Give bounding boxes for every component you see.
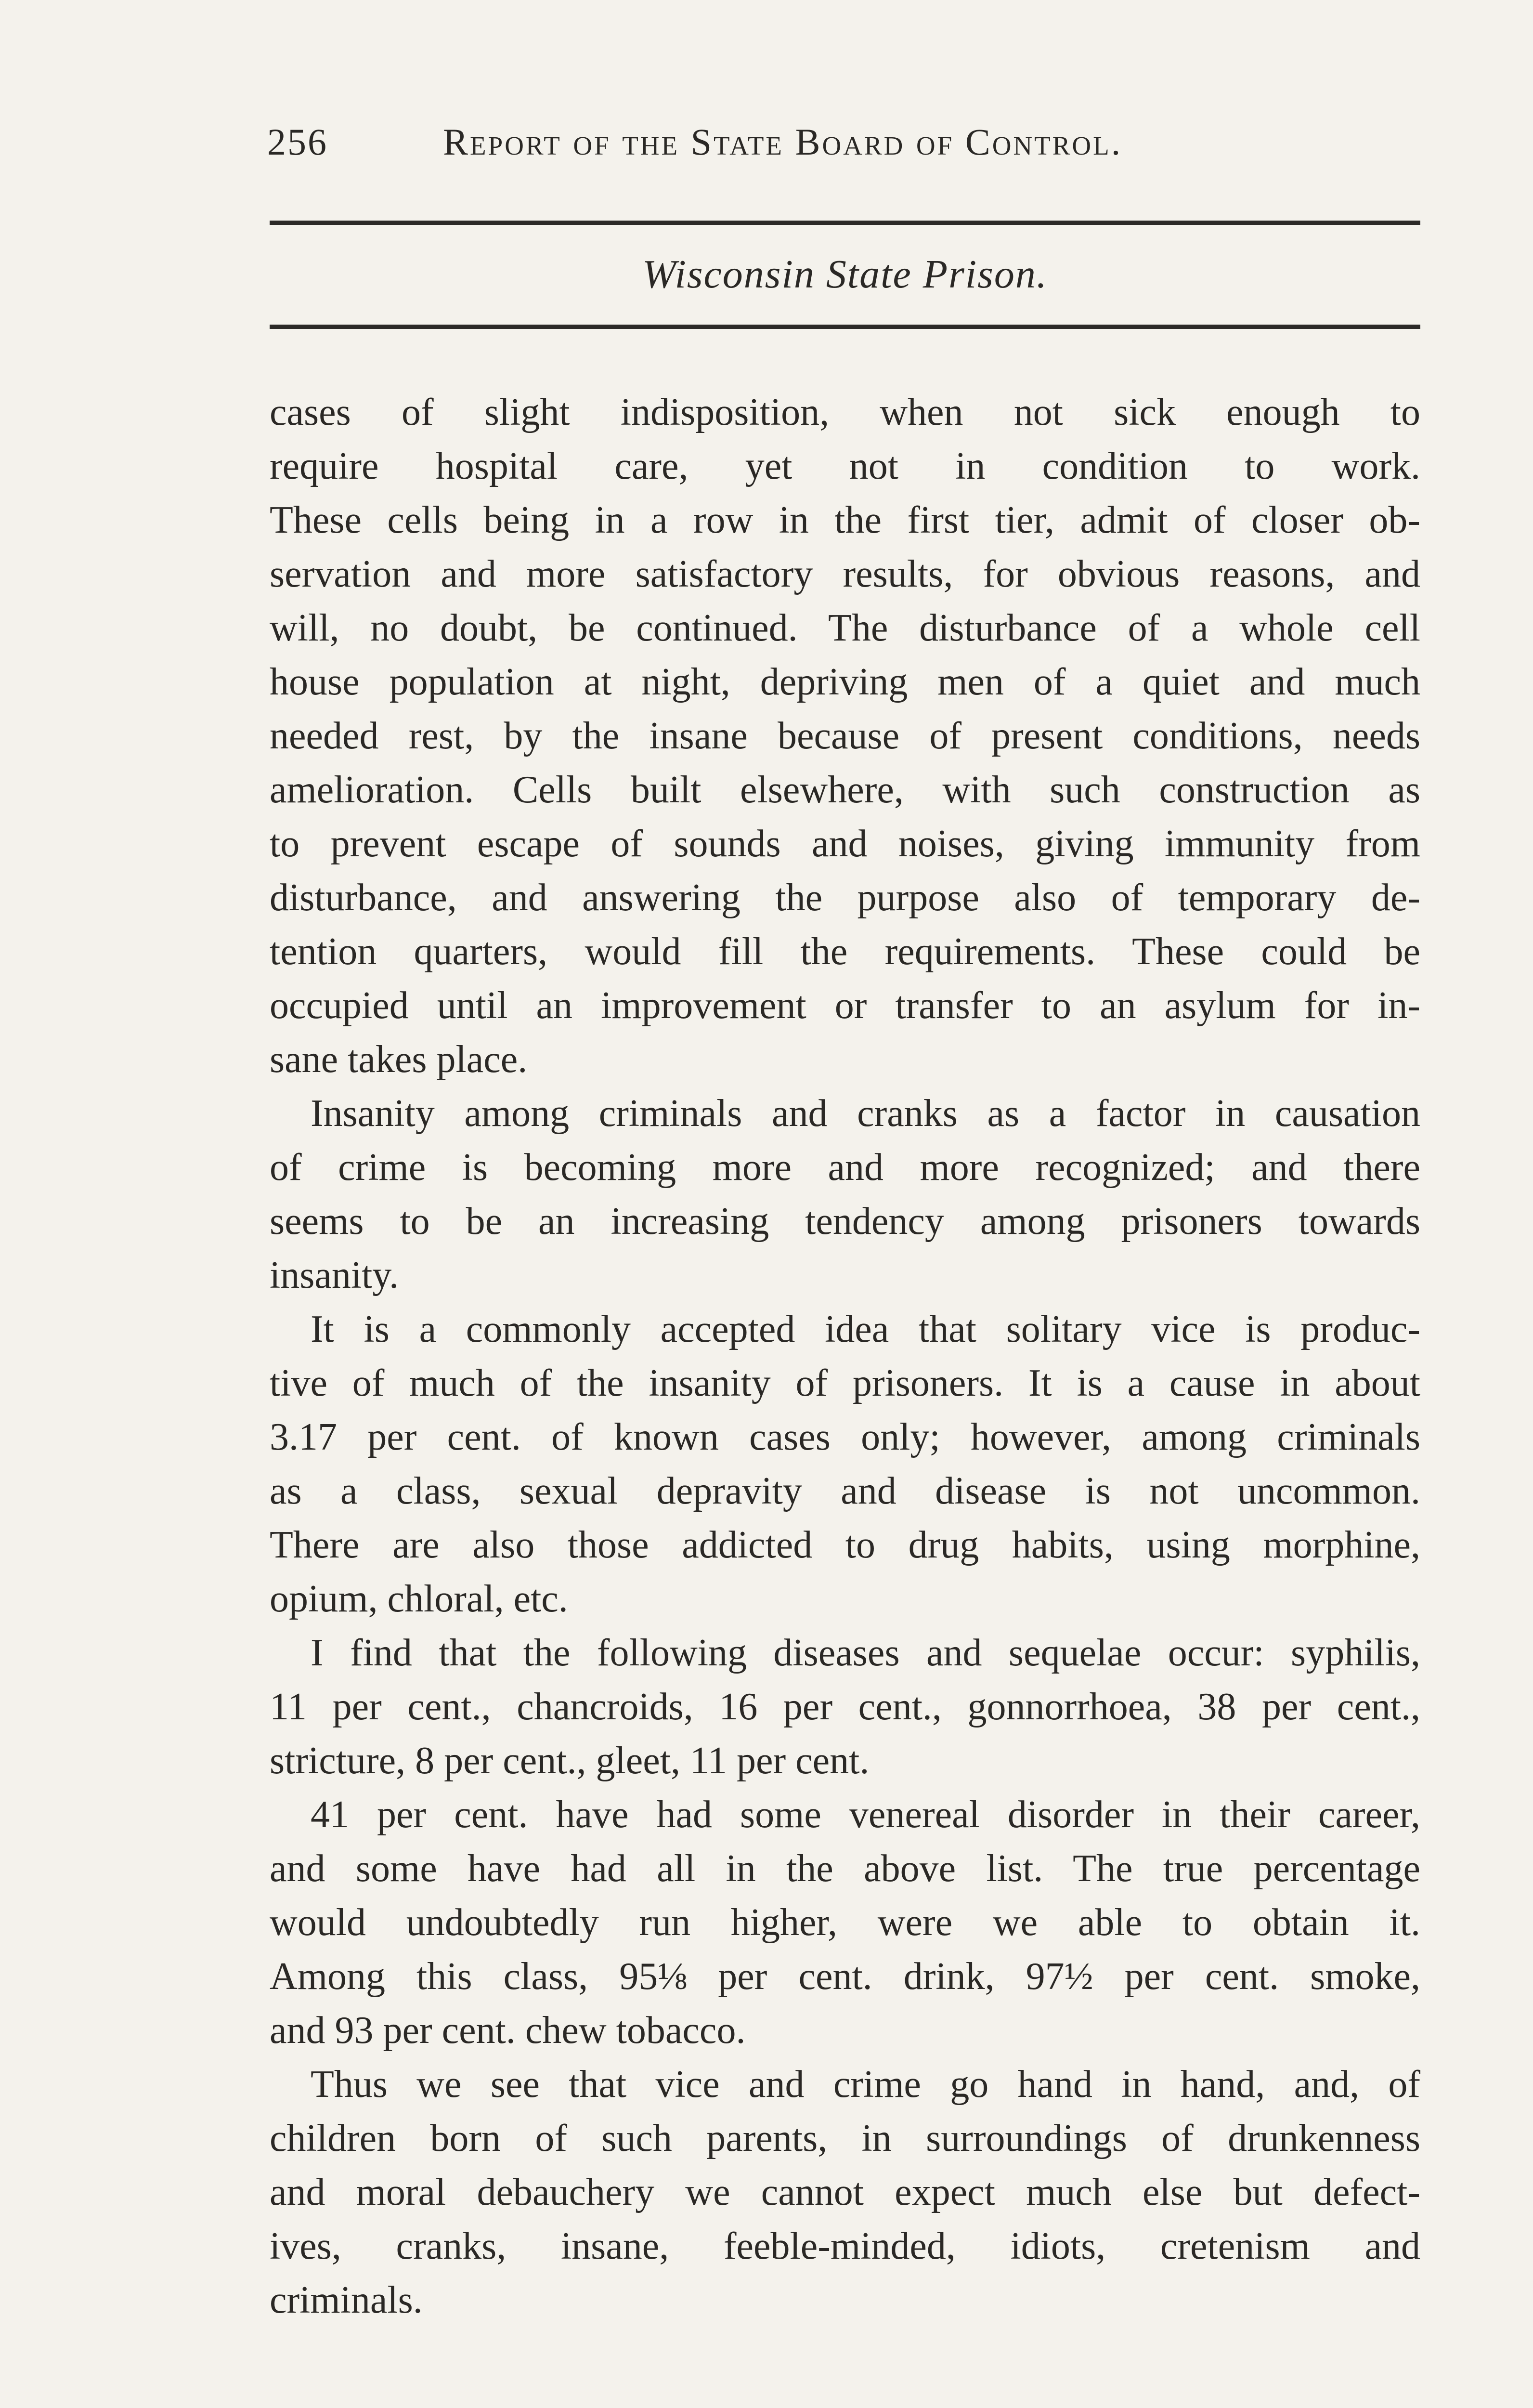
running-head-title: Report of the State Board of Control. xyxy=(443,121,1123,163)
text-line: sane takes place. xyxy=(270,1038,528,1081)
text-line: tive of much of the insanity of prisoners. It is a cause in about xyxy=(270,1362,1420,1404)
text-line: ives, cranks, insane, feeble-minded, idiots, cretenism and xyxy=(270,2225,1420,2267)
text-line: 3.17 per cent. of known cases only; however, among criminals xyxy=(270,1416,1420,1458)
text-line: needed rest, by the insane because of present conditions, needs xyxy=(270,715,1420,757)
text-line: to prevent escape of sounds and noises, giving immunity from xyxy=(270,823,1420,865)
text-line: 11 per cent., chancroids, 16 per cent., gonnorrhoea, 38 per cent., xyxy=(270,1686,1420,1728)
text-line: Thus we see that vice and crime go hand in hand, and, of xyxy=(311,2063,1420,2106)
text-line: and some have had all in the above list. The true percentage xyxy=(270,1847,1420,1890)
text-line: house population at night, depriving men of a quiet and much xyxy=(270,661,1420,703)
text-line: Insanity among criminals and cranks as a factor in causation xyxy=(311,1092,1420,1135)
text-line: would undoubtedly run higher, were we able to obtain it. xyxy=(270,1901,1420,1944)
text-line: disturbance, and answering the purpose also of temporary de- xyxy=(270,877,1420,919)
text-line: occupied until an improvement or transfer to an asylum for in- xyxy=(270,984,1420,1027)
running-head xyxy=(267,118,1423,166)
text-line: stricture, 8 per cent., gleet, 11 per cent. xyxy=(270,1740,870,1782)
text-line: These cells being in a row in the first tier, admit of closer ob- xyxy=(270,499,1420,541)
text-line: and moral debauchery we cannot expect much else but defect- xyxy=(270,2171,1420,2213)
text-line: It is a commonly accepted idea that solitary vice is produc- xyxy=(311,1308,1420,1350)
top-rule xyxy=(270,221,1420,225)
section-title: Wisconsin State Prison. xyxy=(642,252,1048,297)
text-line: require hospital care, yet not in condition to work. xyxy=(270,445,1420,487)
text-line: and 93 per cent. chew tobacco. xyxy=(270,2009,746,2052)
text-line: of crime is becoming more and more recognized; and there xyxy=(270,1146,1420,1189)
text-line: cases of slight indisposition, when not sick enough to xyxy=(270,391,1420,433)
text-line: Among this class, 95⅛ per cent. drink, 97½ per cent. smoke, xyxy=(270,1955,1420,1998)
text-line: amelioration. Cells built elsewhere, with such construction as xyxy=(270,769,1420,811)
text-line: There are also those addicted to drug habits, using morphine, xyxy=(270,1524,1420,1566)
text-line: children born of such parents, in surroundings of drunkenness xyxy=(270,2117,1420,2159)
body-text xyxy=(270,385,1420,2327)
text-line: seems to be an increasing tendency among prisoners towards xyxy=(270,1200,1420,1243)
text-line: servation and more satisfactory results, for obvious reasons, and xyxy=(270,553,1420,595)
text-line: opium, chloral, etc. xyxy=(270,1578,568,1620)
page-number: 256 xyxy=(267,121,328,163)
text-line: I find that the following diseases and sequelae occur: syphilis, xyxy=(311,1632,1420,1674)
text-line: criminals. xyxy=(270,2279,423,2321)
text-line: tention quarters, would fill the requirements. These could be xyxy=(270,930,1420,973)
text-line: will, no doubt, be continued. The disturbance of a whole cell xyxy=(270,607,1420,649)
bottom-rule xyxy=(270,325,1420,329)
text-line: 41 per cent. have had some venereal disorder in their career, xyxy=(311,1793,1420,1836)
text-line: insanity. xyxy=(270,1254,399,1296)
text-line: as a class, sexual depravity and disease is not uncommon. xyxy=(270,1470,1420,1512)
